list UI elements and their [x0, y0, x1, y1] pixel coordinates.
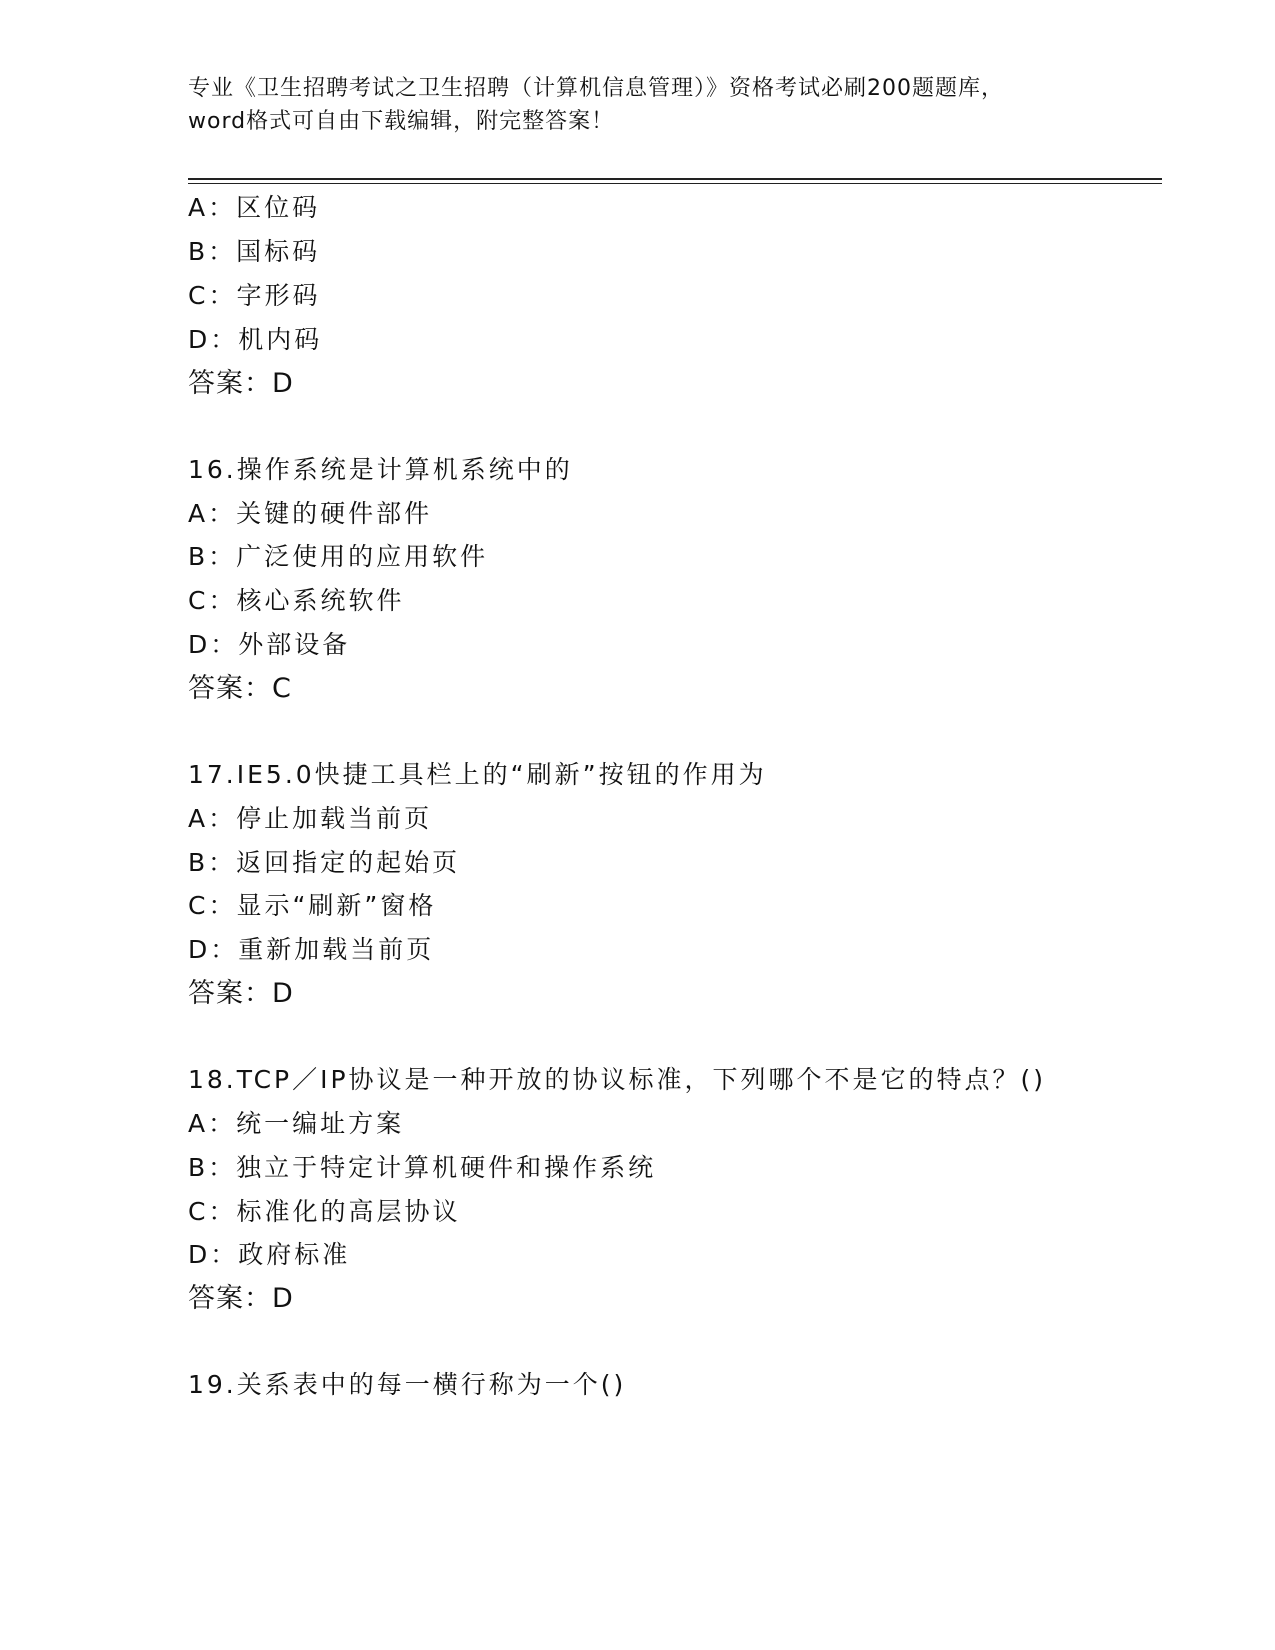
- q17-option-c: C：显示“刷新”窗格: [188, 891, 437, 920]
- q15-answer: 答案：D: [188, 368, 294, 399]
- q19-question: 19.关系表中的每一横行称为一个(): [188, 1370, 627, 1399]
- q16-question: 16.操作系统是计算机系统中的: [188, 455, 573, 484]
- q16-option-c: C：核心系统软件: [188, 586, 405, 615]
- q18-question: 18.TCP／IP协议是一种开放的协议标准，下列哪个不是它的特点？(): [188, 1065, 1047, 1094]
- q17-question: 17.IE5.0快捷工具栏上的“刷新”按钮的作用为: [188, 760, 767, 789]
- q17-answer: 答案：D: [188, 978, 294, 1009]
- q17-option-b: B：返回指定的起始页: [188, 848, 461, 877]
- q16-answer: 答案：C: [188, 673, 292, 704]
- q18-answer: 答案：D: [188, 1283, 294, 1314]
- q18-option-c: C：标准化的高层协议: [188, 1197, 461, 1226]
- q16-option-b: B：广泛使用的应用软件: [188, 542, 489, 571]
- q15-option-b: B：国标码: [188, 237, 321, 266]
- q18-option-a: A：统一编址方案: [188, 1109, 405, 1138]
- q15-option-c: C：字形码: [188, 281, 321, 310]
- q17-option-d: D：重新加载当前页: [188, 935, 435, 964]
- header-line-2: word格式可自由下载编辑，附完整答案！: [188, 109, 615, 134]
- header-divider-thick: [188, 178, 1162, 180]
- q18-option-d: D：政府标准: [188, 1240, 351, 1269]
- q15-option-a: A：区位码: [188, 193, 321, 222]
- q15-option-d: D：机内码: [188, 325, 323, 354]
- header-divider-thin: [188, 183, 1162, 184]
- q16-option-a: A：关键的硬件部件: [188, 499, 433, 528]
- q17-option-a: A：停止加载当前页: [188, 804, 433, 833]
- document-header: [188, 72, 1118, 138]
- header-line-1: 专业《卫生招聘考试之卫生招聘（计算机信息管理）》资格考试必刷200题题库，: [188, 76, 1004, 101]
- q18-option-b: B：独立于特定计算机硬件和操作系统: [188, 1153, 657, 1182]
- q16-option-d: D：外部设备: [188, 630, 351, 659]
